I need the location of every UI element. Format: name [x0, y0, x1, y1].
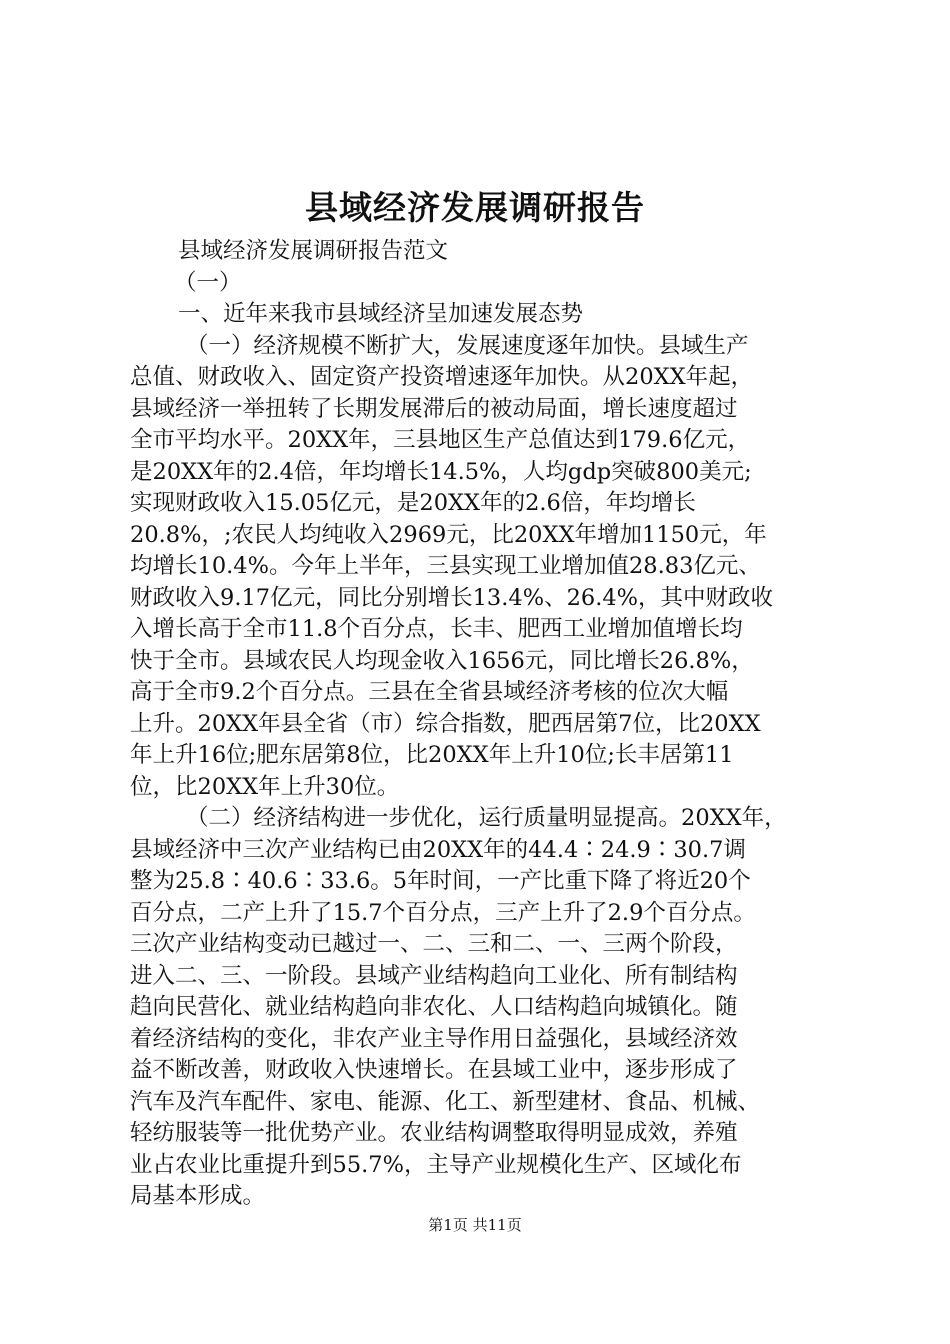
paragraph-1-line: 上升。20XX年县全省（市）综合指数，肥西居第7位，比20XX [130, 710, 761, 737]
paragraph-1-line: 年上升16位;肥东居第8位，比20XX年上升10位;长丰居第11 [130, 742, 734, 768]
paragraph-1-line: 总值、财政收入、固定资产投资增速逐年加快。从20XX年起， [130, 364, 754, 390]
paragraph-2-line: 轻纺服装等一批优势产业。农业结构调整取得明显成效，养殖 [130, 1120, 738, 1146]
paragraph-1-line: 20.8%，;农民人均纯收入2969元，比20XX年增加1150元，年 [130, 521, 767, 548]
paragraph-2-line: 益不断改善，财政收入快速增长。在县域工业中，逐步形成了 [130, 1057, 738, 1083]
paragraph-1-line: 实现财政收入15.05亿元，是20XX年的2.6倍，年均增长 [130, 490, 696, 516]
paragraph-1-line: 高于全市9.2个百分点。三县在全省县域经济考核的位次大幅 [130, 679, 729, 705]
paragraph-1-line: 财政收入9.17亿元，同比分别增长13.4%、26.4%，其中财政收 [130, 584, 774, 611]
page-footer: 第1页 共11页 [428, 1216, 522, 1234]
paragraph-1-line: 全市平均水平。20XX年，三县地区生产总值达到179.6亿元， [130, 427, 751, 453]
paragraph-2-line: 百分点，二产上升了15.7个百分点，三产上升了2.9个百分点。 [130, 899, 756, 926]
paragraph-2-line: 进入二、三、一阶段。县域产业结构趋向工业化、所有制结构 [130, 962, 738, 989]
paragraph-2-line: 着经济结构的变化，非农产业主导作用日益强化，县域经济效 [130, 1025, 738, 1052]
paragraph-2-line: （二）经济结构进一步优化，运行质量明显提高。20XX年， [186, 805, 787, 831]
paragraph-1-line: 均增长10.4%。今年上半年，三县实现工业增加值28.83亿元、 [130, 553, 761, 579]
paragraph-1-line: 县域经济一举扭转了长期发展滞后的被动局面，增长速度超过 [130, 395, 738, 422]
paragraph-1-line: （一）经济规模不断扩大，发展速度逐年加快。县域生产 [186, 332, 749, 359]
document-title: 县域经济发展调研报告 [305, 188, 645, 227]
paragraph-2-line: 整为25.8∶40.6∶33.6。5年时间，一产比重下降了将近20个 [130, 868, 751, 894]
section-mark: （一） [174, 269, 242, 296]
paragraph-2-line: 县域经济中三次产业结构已由20XX年的44.4∶24.9∶30.7调 [130, 836, 746, 863]
section-heading: 一、近年来我市县域经济呈加速发展态势 [178, 301, 584, 327]
document-body [130, 236, 830, 1213]
paragraph-2-line: 业占农业比重提升到55.7%，主导产业规模化生产、区域化布 [130, 1151, 742, 1178]
paragraph-1-line: 快于全市。县域农民人均现金收入1656元，同比增长26.8%， [130, 647, 754, 674]
document-subtitle: 县域经济发展调研报告范文 [178, 238, 449, 264]
paragraph-1-line: 位，比20XX年上升30位。 [130, 773, 400, 800]
paragraph-2-line: 汽车及汽车配件、家电、能源、化工、新型建材、食品、机械、 [130, 1088, 761, 1115]
paragraph-2-line: 局基本形成。 [130, 1183, 266, 1209]
paragraph-1-line: 入增长高于全市11.8个百分点，长丰、肥西工业增加值增长均 [130, 616, 743, 642]
paragraph-1-line: 是20XX年的2.4倍，年均增长14.5%，人均gdp突破800美元; [130, 458, 752, 485]
paragraph-2-line: 趋向民营化、就业结构趋向非农化、人口结构趋向城镇化。随 [130, 994, 738, 1020]
paragraph-2-line: 三次产业结构变动已越过一、二、三和二、一、三两个阶段， [130, 931, 738, 957]
